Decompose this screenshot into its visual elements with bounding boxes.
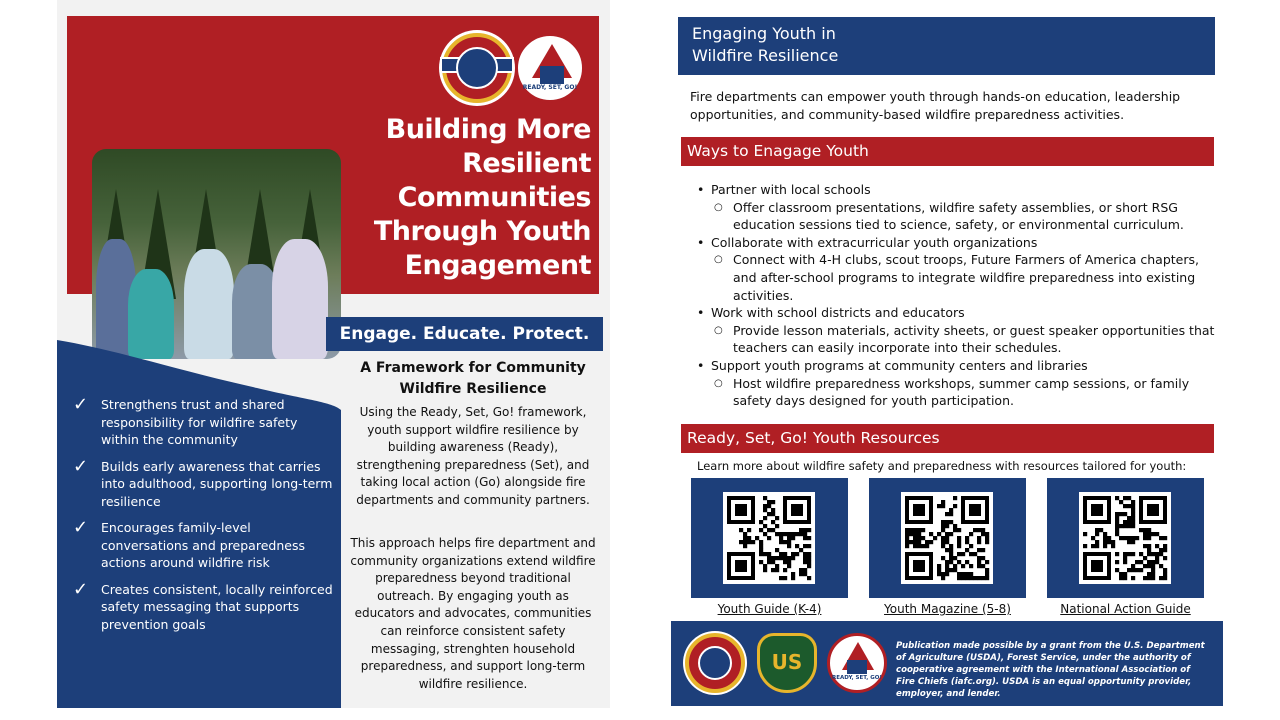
list-item: • Partner with local schools (695, 181, 1215, 199)
list-item (73, 396, 335, 449)
qr-code-youth-magazine[interactable] (869, 478, 1026, 598)
forest-service-letters: US (771, 650, 803, 674)
ready-set-go-logo (827, 633, 887, 693)
resources-intro: Learn more about wildfire safety and preparedness with resources tailored for youth: (697, 459, 1187, 473)
ways-list (695, 181, 1215, 410)
youth-magazine-link[interactable]: Youth Magazine (5-8) (884, 602, 1011, 616)
fire-chiefs-association-logo (685, 633, 745, 693)
sub-list-item: ○ Connect with 4-H clubs, scout troops, Future Farmers of America chapters, and after-school programs to integrate wildfire preparedness into existing activities. (695, 251, 1215, 304)
framework-heading: A Framework for Community Wildfire Resilience (360, 360, 586, 397)
rsg-logo-text: READY, SET, GO! (832, 675, 882, 681)
sub-list-item: ○ Provide lesson materials, activity sheets, or guest speaker opportunities that teachers can easily incorporate into their schedules. (695, 322, 1215, 357)
logo-inner-seal (698, 646, 732, 680)
national-action-guide-link[interactable]: National Action Guide (1060, 602, 1191, 616)
ready-set-go-logo (515, 33, 585, 103)
footer-band (671, 621, 1223, 706)
benefit-text: Encourages family-level conversations and preparedness actions around wildfire risk (101, 520, 305, 570)
ways-heading: Ways to Enagage Youth (681, 137, 1214, 166)
resources-heading: Ready, Set, Go! Youth Resources (681, 424, 1214, 453)
house-icon (540, 66, 564, 84)
house-icon (847, 660, 867, 674)
qr-code-icon (723, 492, 815, 584)
list-item (73, 519, 335, 572)
youth-guide-link[interactable]: Youth Guide (K-4) (717, 602, 822, 616)
sub-list-item: ○ Host wildfire preparedness workshops, summer camp sessions, or family safety days designed for youth participation. (695, 375, 1215, 410)
page-title: Building More Resilient Communities Through Youth Engagement (373, 114, 591, 281)
sub-list-item: ○ Offer classroom presentations, wildfire safety assemblies, or short RSG education sessions tied to science, safety, or environmental curriculum. (695, 199, 1215, 234)
list-item: • Collaborate with extracurricular youth organizations (695, 234, 1215, 252)
list-item (73, 455, 335, 511)
checkmark-icon: ✓ (73, 455, 89, 477)
benefits-list (73, 396, 335, 642)
qr-code-national-action-guide[interactable] (1047, 478, 1204, 598)
right-page (669, 0, 1229, 720)
list-item (73, 578, 335, 634)
intro-paragraph: Fire departments can empower youth through hands-on education, leadership opportunities, and community-based wildfire preparedness activities. (690, 89, 1181, 122)
fire-chiefs-association-logo (442, 33, 512, 103)
benefit-text: Builds early awareness that carries into adulthood, supporting long-term resilience (101, 458, 333, 509)
forest-service-logo (757, 633, 817, 693)
youth-group-photo (92, 149, 341, 359)
qr-code-icon (1079, 492, 1171, 584)
checkmark-icon: ✓ (73, 578, 89, 600)
funding-disclaimer: Publication made possible by a grant from the U.S. Department of Agriculture (USDA), Forest Service, under the authority of cooperative agreement with the International Association of Fire Chiefs (iafc.org). USDA is an equal opportunity provider, employer, and lender. (896, 641, 1205, 699)
rsg-logo-text: READY, SET, GO! (522, 84, 578, 91)
section-header: Engaging Youth in Wildfire Resilience (678, 17, 1215, 75)
framework-paragraph: This approach helps fire department and community organizations extend wildfire preparedness beyond traditional outreach. By engaging youth as educators and advocates, communities can reinforce consistent safety messaging, strenghten household preparedness, and support long-term wildfire resilience. (350, 536, 596, 691)
framework-paragraph: Using the Ready, Set, Go! framework, youth support wildfire resilience by building awareness (Ready), strengthening preparedness (Set), and taking local action (Go) alongside fire departments and community partners. (356, 405, 590, 507)
left-page (57, 0, 610, 708)
qr-code-icon (901, 492, 993, 584)
benefit-text: Strengthens trust and shared responsibility for wildfire safety within the community (101, 397, 298, 447)
benefit-text: Creates consistent, locally reinforced safety messaging that supports prevention goals (101, 581, 333, 632)
checkmark-icon: ✓ (73, 394, 89, 415)
logo-inner-seal (456, 47, 498, 89)
tagline-banner: Engage. Educate. Protect. (326, 317, 603, 351)
qr-code-youth-guide[interactable] (691, 478, 848, 598)
list-item: • Support youth programs at community centers and libraries (695, 357, 1215, 375)
list-item: • Work with school districts and educators (695, 304, 1215, 322)
checkmark-icon: ✓ (73, 517, 89, 538)
